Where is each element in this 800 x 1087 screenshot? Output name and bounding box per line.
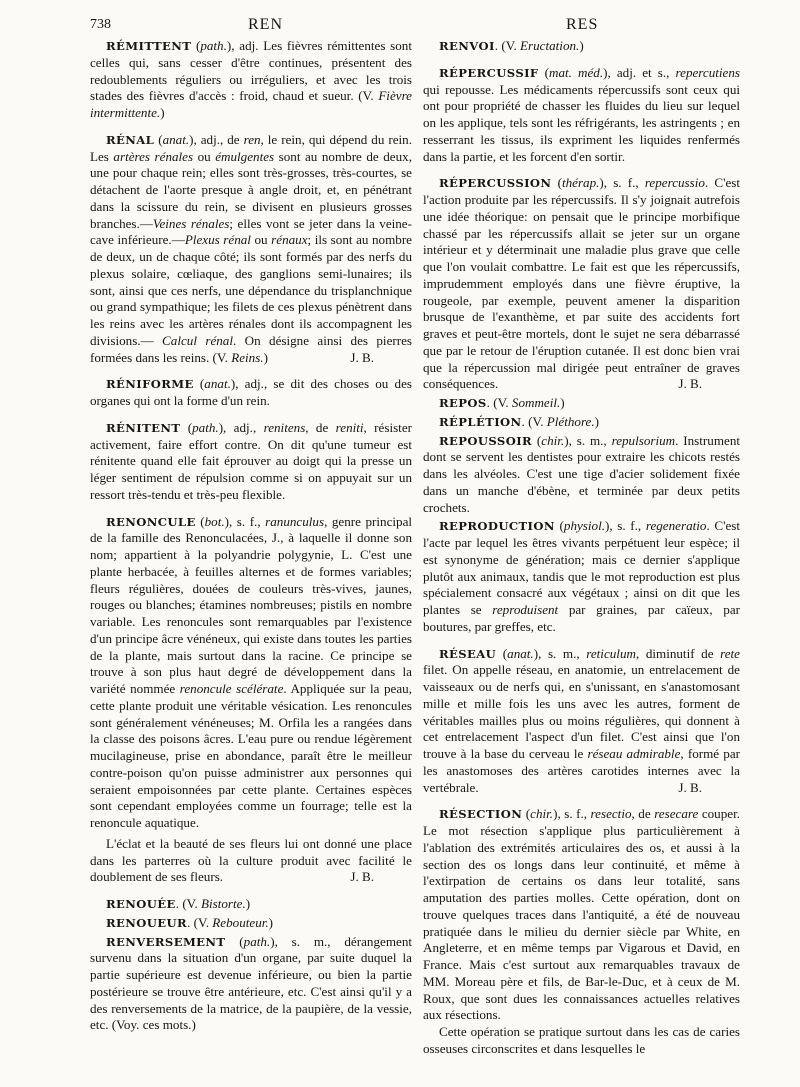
field-abbr: physiol.	[563, 518, 605, 534]
cross-reference: Reins.	[231, 349, 264, 365]
field-abbr: thérap.	[561, 175, 600, 191]
running-head-left: REN	[248, 16, 283, 33]
entry-repos: REPOS. (V. Sommeil.)	[439, 395, 565, 410]
headword: RÉNIFORME	[106, 377, 194, 392]
entry-renversement: RENVERSEMENT (path.), s. m., dérangement survenu dans la situation d'un organe, par suite duquel la partie supérieure est devenue inférieure, ou bien la partie postérieure se trouve être antérieure, etc. C'est ainsi qu'il y a des renversements de la matrice, de la paupière, de la vessie, etc. (Voy. ces mots.)	[90, 933, 413, 1033]
entry-repoussoir: REPOUSSOIR (chir.), s. m., repulsorium. Instrument dont se servent les dentistes pour extraire les chicots restés dans les alvéoles. C'est une tige d'acier solidement fixée dans un manche d'ébène, et terminée par deux petits crochets.	[423, 432, 740, 515]
entry-renoueur: RENOUEUR. (V. Rebouteur.)	[106, 914, 274, 930]
cross-reference: Eructation.	[520, 38, 580, 53]
running-head-right: RES	[566, 16, 599, 33]
entry-renoncule: RENONCULE (bot.), s. f., ranunculus, genre principal de la famille des Renonculacées, J., à laquelle il donne son nom; appartient à la polyandrie polygynie, L. C'est une plante herbacée, à feuilles alternes et de formes variables; fleurs régulières, douées de couleurs très-vives, jaunes, rouges ou blanches; étamines nombreuses; pistils en nombre variable. Les renoncules sont remarquables par l'existence d'un principe âcre vénéneux, qui existe dans toutes les parties de la plante, mais surtout dans la racine. Ce principe se trouve à son plus haut degré de développement dans la variété nommée renoncule scélérate. Appliquée sur la peau, cette plante produit une véritable vésication. Les renoncules sont généralement vénéneuses; M. Orfila les a rangées dans la classe des poisons âcres. L'eau pure ou rendue légèrement mucilagineuse, prise en abondance, paraît être le meilleur contre-poison qu'on puisse administrer aux personnes qui seraient empoisonnées par cette plante. Certaines espèces sont cependant employées comme un fourrage; telle est la renoncule aquatique. L'éclat et la beauté de ses fleurs lui ont donné une place dans les parterres où la culture produit avec facilité le doublement de ses fleurs. J. B.	[90, 513, 413, 885]
headword: REPOS	[439, 396, 487, 410]
headword: REPOUSSOIR	[439, 433, 533, 448]
entry-repercussif: RÉPERCUSSIF (mat. méd.), adj. et s., repercutiens qui repousse. Les médicaments répercussifs sont ceux qui ont pour propriété de chasser les fluides du lieu sur lequel on les applique, tels sont les réfrigérants, les astringents ; en resserrant les tissus, ils expriment les liquides renfermés dans la partie, et les forcent d'en sortir.	[423, 64, 741, 164]
headword: RÉPERCUSSION	[439, 176, 552, 191]
headword: RÉSEAU	[439, 646, 497, 661]
field-abbr: path.	[192, 419, 219, 435]
headword: RENVOI	[439, 39, 495, 53]
field-abbr: bot.	[204, 513, 225, 529]
author-signature: J. B.	[678, 779, 702, 795]
entry-reniforme: RÉNIFORME (anat.), adj., se dit des choses ou des organes qui ont la forme d'un rein.	[90, 376, 413, 408]
cross-reference: Sommeil.	[511, 395, 561, 410]
author-signature: J. B.	[350, 349, 374, 365]
entry-renal: RÉNAL (anat.), adj., de ren, le rein, qui dépend du rein. Les artères rénales ou émulgentes sont au nombre de deux, une pour chaque rein; elles sont très-grosses, très-courtes, se détachent de l'aorte presque à angle droit, et, en pénétrant dans la scissure du rein, se divisent en plusieurs grosses branches.—Veines rénales; elles vont se jeter dans la veine-cave inférieure.—Plexus rénal ou rénaux; ils sont au nombre de deux, un de chaque côté; ils sont formés par des nerfs du plexus solaire, cœliaque, des ganglions semi-lunaires; ils sont, ainsi que ces nerfs, une dépendance du trisplanchnique ou grand sympathique; les filets de ces plexus pénètrent dans les reins avec les artères rénales dont ils accompagnent les divisions.— Calcul rénal. On désigne ainsi des pierres formées dans les reins. (V. Reins.) J. B.	[90, 131, 413, 365]
headword: RÉPERCUSSIF	[439, 65, 539, 80]
headword: RENVERSEMENT	[106, 934, 226, 949]
headword: RÉMITTENT	[106, 39, 192, 53]
page-number: 738	[90, 17, 111, 32]
cross-reference: Pléthore.	[546, 413, 595, 429]
entry-reseau: RÉSEAU (anat.), s. m., reticulum, diminutif de rete filet. On appelle réseau, en anatomie, un entrelacement de vaisseaux ou de nerfs qui, en s'unissant, en s'anastomosant mille et mille fois les uns avec les autres, forment de véritables mailles plus ou moins régulières, qui donnent à cet entrelacement l'aspect d'un filet. C'est ainsi que l'on trouve à la base du cerveau le réseau admirable, formé par les anastomoses des artères carotides internes avec la vertébrale. J. B.	[423, 645, 740, 795]
field-abbr: path.	[200, 38, 227, 53]
headword: RENONCULE	[106, 514, 196, 529]
entry-renitent: RÉNITENT (path.), adj., renitens, de reniti, résister activement, faire effort contre. On dit qu'une tumeur est rénitente quand elle fait éprouver au doigt qui la presse un léger sentiment de répulsion comme si on appuyait sur un ressort très-tendu et très-peu flexible.	[90, 419, 412, 502]
entry-reproduction: REPRODUCTION (physiol.), s. f., regeneratio. C'est l'acte par lequel les êtres vivants perpétuent leur espèce; il est synonyme de génération; mais ce dernier s'applique plutôt aux animaux, tandis que le mot reproduction est plus spécialement consacré aux végétaux ; ainsi on dit que les plantes se reproduisent par graines, par caïeux, par boutures, par greffes, etc.	[423, 518, 741, 634]
entry-renvoi: RENVOI. (V. Eructation.)	[439, 38, 584, 53]
right-column	[423, 38, 740, 1058]
field-abbr: anat.	[204, 376, 231, 392]
cross-reference: Bistorte.	[201, 896, 246, 911]
field-abbr: anat.	[162, 131, 190, 147]
headword: RENOUÉE	[106, 897, 176, 911]
field-abbr: mat. méd.	[549, 64, 604, 80]
entry-renouee: RENOUÉE. (V. Bistorte.)	[106, 896, 251, 911]
entry-resection: RÉSECTION (chir.), s. f., resectio, de resecare couper. Le mot résection s'applique plus particulièrement à l'ablation des extrémités articulaires des os, et aussi à la section des os longs dans leur continuité, et même à l'extirpation de certains os dans leur totalité, sans amputation des parties molles. Cette opération, dont on trouve quelques traces dans l'antiquité, a été de nouveau pratiquée dans le milieu du dernier siècle par White, en Angleterre, et en même temps par Vigarous et David, en France. Mais c'est surtout aux remarquables travaux de MM. Moreau père et fils, de Bar-le-Duc, et à ceux de M. Roux, que sont dues les connaissances actuelles relatives aux résections. Cette opération se pratique surtout dans les cas de caries osseuses circonscrites et dans lesquelles le	[423, 806, 740, 1056]
field-abbr: anat.	[507, 645, 534, 661]
headword: REPRODUCTION	[439, 519, 555, 534]
field-abbr: chir.	[541, 432, 565, 448]
entry-remittent: RÉMITTENT (path.), adj. Les fièvres rémittentes sont celles qui, sans cesser d'être continues, présentent des redoublements réguliers ou irréguliers, et avec les trois stades des fièvres d'accès : froid, chaud et sueur. (V. Fièvre intermittente.)	[90, 38, 412, 120]
entry-repletion: RÉPLÉTION. (V. Pléthore.)	[439, 413, 600, 429]
headword: RÉNAL	[106, 132, 155, 147]
cross-reference: Fièvre intermittente.	[90, 88, 412, 120]
page-header	[0, 6, 800, 36]
cross-reference: Rebouteur.	[212, 914, 269, 930]
field-abbr: chir.	[530, 806, 554, 822]
headword: RÉSECTION	[439, 807, 523, 822]
author-signature: J. B.	[678, 376, 702, 392]
entry-repercussion: RÉPERCUSSION (thérap.), s. f., repercussio. C'est l'action produite par les répercussifs. Il s'y joignait autrefois une idée théorique: on pensait que le principe morbifique chassé par les répercussifs allait se jeter sur un organe intérieur et y déterminait une maladie plus grave que celle que l'on voulait combattre. Le fait est que les répercussifs, imprudemment employés dans une fièvre éruptive, la rougeole, par exemple, peuvent amener la disparition brusque de l'exanthème, et par suite des accidents fort graves et peut-être mortels, dont le sujet ne sera débarrassé que par le retour de l'éruption cutanée. Il est donc bien vrai que la répercussion mal dirigée peut entraîner de graves conséquences. J. B.	[423, 175, 741, 392]
headword: RÉPLÉTION	[439, 414, 522, 429]
author-signature: J. B.	[350, 869, 374, 885]
field-abbr: path.	[243, 933, 271, 949]
headword: RÉNITENT	[106, 420, 181, 435]
headword: RENOUEUR	[106, 915, 188, 930]
left-column	[90, 38, 412, 1034]
